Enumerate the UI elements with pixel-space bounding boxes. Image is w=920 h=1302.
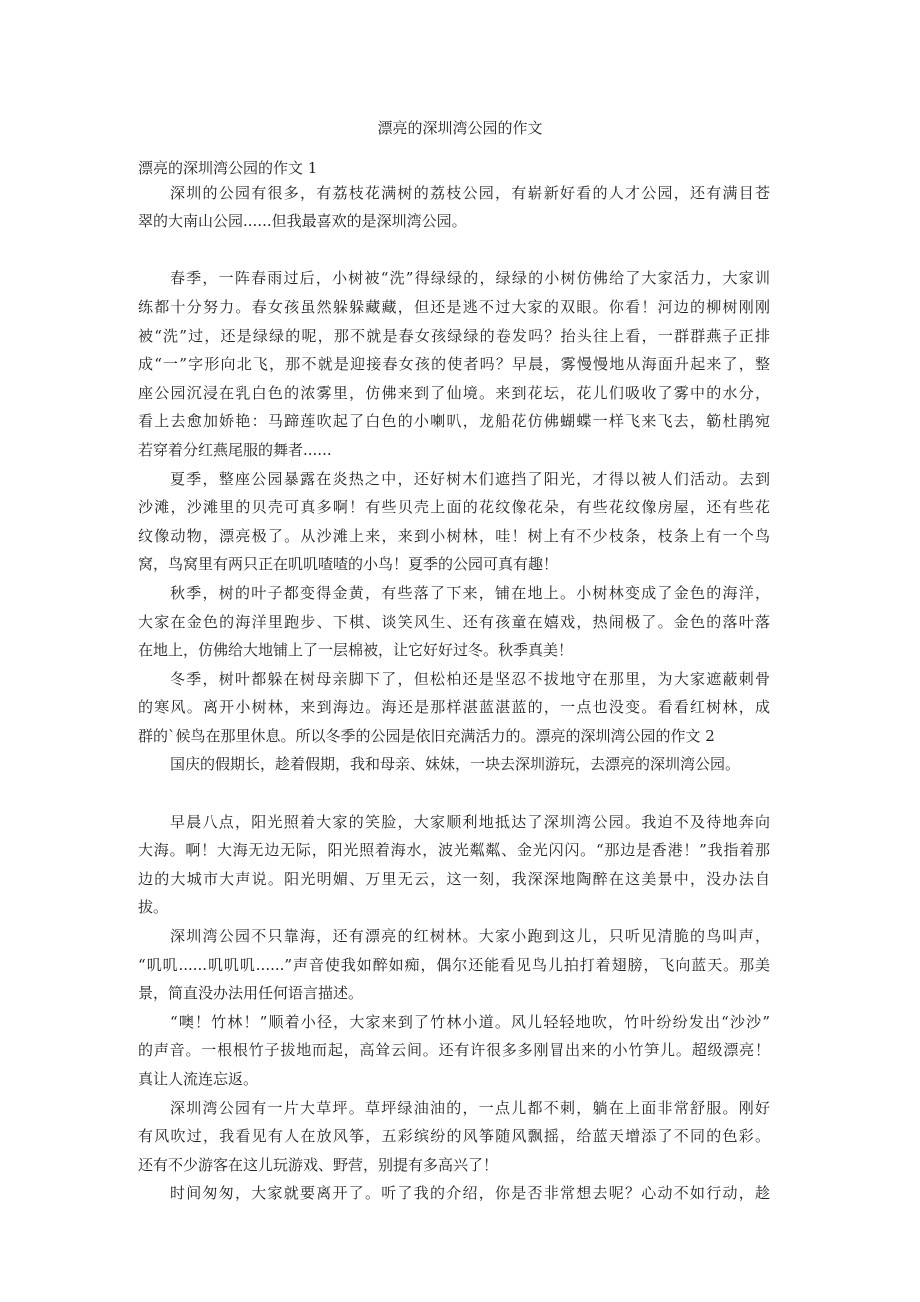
text-line: 被“洗”过，还是绿绿的呢，那不就是春女孩绿绿的卷发吗？抬头往上看，一群群燕子正排	[138, 326, 770, 345]
text-line: 群的`候鸟在那里休息。所以冬季的公园是依旧充满活力的。漂亮的深圳湾公园的作文 2	[138, 726, 715, 745]
text-line: 秋季，树的叶子都变得金黄，有些落了下来，铺在地上。小树林变成了金色的海洋，	[170, 583, 770, 602]
document-title: 漂亮的深圳湾公园的作文	[377, 119, 543, 137]
text-line: 边的大城市大声说。阳光明媚、万里无云，这一刻，我深深地陶醉在这美景中，没办法自	[138, 869, 770, 888]
text-line: 的声音。一根根竹子拔地而起，高耸云间。还有许很多多刚冒出来的小竹笋儿。超级漂亮！	[138, 1041, 770, 1060]
text-line: 景，简直没办法用任何语言描述。	[138, 984, 364, 1003]
text-line: 窝，鸟窝里有两只正在叽叽喳喳的小鸟！夏季的公园可真有趣！	[138, 555, 559, 574]
paragraph	[138, 665, 770, 751]
text-line: 冬季，树叶都躲在树母亲脚下了，但松柏还是坚忍不拔地守在那里，为大家遮蔽刺骨	[170, 669, 770, 688]
text-line: 看上去愈加娇艳：马蹄莲吹起了白色的小喇叭，龙船花仿佛蝴蝶一样飞来飞去，簕杜鹃宛	[138, 412, 770, 431]
text-line: 翠的大南山公园......但我最喜欢的是深圳湾公园。	[138, 212, 467, 231]
text-line: 还有不少游客在这儿玩游戏、野营，别提有多高兴了！	[138, 1155, 499, 1174]
blank-line	[138, 779, 770, 808]
text-line: 沙滩，沙滩里的贝壳可真多啊！有些贝壳上面的花纹像花朵，有些花纹像房屋，还有些花	[138, 498, 770, 517]
paragraph	[138, 1008, 770, 1094]
blank-line	[138, 236, 770, 265]
text-line: 深圳湾公园有一片大草坪。草坪绿油油的，一点儿都不刺，躺在上面非常舒服。刚好	[170, 1098, 770, 1117]
text-line: 夏季，整座公园暴露在炎热之中，还好树木们遮挡了阳光，才得以被人们活动。去到	[170, 469, 770, 488]
text-line: 座公园沉浸在乳白色的浓雾里，仿佛来到了仙境。来到花坛，花儿们吸收了雾中的水分，	[138, 383, 770, 402]
text-line: 纹像动物，漂亮极了。从沙滩上来，来到小树林，哇！树上有不少枝条，枝条上有一个鸟	[138, 526, 770, 545]
text-line: 春季，一阵春雨过后，小树被“洗”得绿绿的，绿绿的小树仿佛给了大家活力，大家训	[170, 269, 770, 288]
text-line: 时间匆匆，大家就要离开了。听了我的介绍，你是否非常想去呢？心动不如行动，趁	[170, 1184, 770, 1203]
text-line: 深圳的公园有很多，有荔枝花满树的荔枝公园，有崭新好看的人才公园，还有满目苍	[170, 183, 770, 202]
text-line: 成“一”字形向北飞，那不就是迎接春女孩的使者吗？早晨，雾慢慢地从海面升起来了，整	[138, 355, 770, 374]
section-heading: 漂亮的深圳湾公园的作文 1	[138, 159, 318, 177]
paragraph	[138, 179, 770, 236]
text-line: 若穿着分红燕尾服的舞者......	[138, 440, 332, 459]
paragraph	[138, 808, 770, 922]
text-line: 国庆的假期长，趁着假期，我和母亲、妹妹，一块去深圳游玩，去漂亮的深圳湾公园。	[170, 755, 741, 774]
document-body	[138, 154, 770, 1208]
paragraph	[138, 465, 770, 579]
text-line: 大海。啊！大海无边无际，阳光照着海水，波光粼粼、金光闪闪。“那边是香港！”我指着那	[138, 841, 770, 860]
paragraph	[138, 750, 770, 779]
text-line: “叽叽......叽叽叽......”声音使我如醉如痴，偶尔还能看见鸟儿拍打着翅膀，飞向蓝天。那美	[138, 955, 770, 974]
text-line: 在地上，仿佛给大地铺上了一层棉被，让它好好过冬。秋季真美！	[138, 641, 574, 660]
text-line: 深圳湾公园不只靠海，还有漂亮的红树林。大家小跑到这儿，只听见清脆的鸟叫声，	[170, 927, 770, 946]
text-line: 的寒风。离开小树林，来到海边。海还是那样湛蓝湛蓝的，一点也没变。看看红树林，成	[138, 698, 770, 717]
paragraph	[138, 922, 770, 1008]
paragraph	[138, 1094, 770, 1180]
paragraph	[138, 579, 770, 665]
text-line: “噢！竹林！”顺着小径，大家来到了竹林小道。风儿轻轻地吹，竹叶纷纷发出“沙沙”	[170, 1012, 770, 1031]
text-line: 练都十分努力。春女孩虽然躲躲藏藏，但还是逃不过大家的双眼。你看！河边的柳树刚刚	[138, 297, 770, 316]
text-line: 真让人流连忘返。	[138, 1070, 259, 1088]
paragraph	[138, 1179, 770, 1208]
text-line: 拔。	[138, 898, 169, 917]
paragraph	[138, 264, 770, 464]
text-line: 大家在金色的海洋里跑步、下棋、谈笑风生、还有孩童在嬉戏，热闹极了。金色的落叶落	[138, 612, 770, 631]
text-line: 早晨八点，阳光照着大家的笑脸，大家顺利地抵达了深圳湾公园。我迫不及待地奔向	[170, 812, 770, 831]
text-line: 有风吹过，我看见有人在放风筝，五彩缤纷的风筝随风飘摇，给蓝天增添了不同的色彩。	[138, 1127, 770, 1146]
